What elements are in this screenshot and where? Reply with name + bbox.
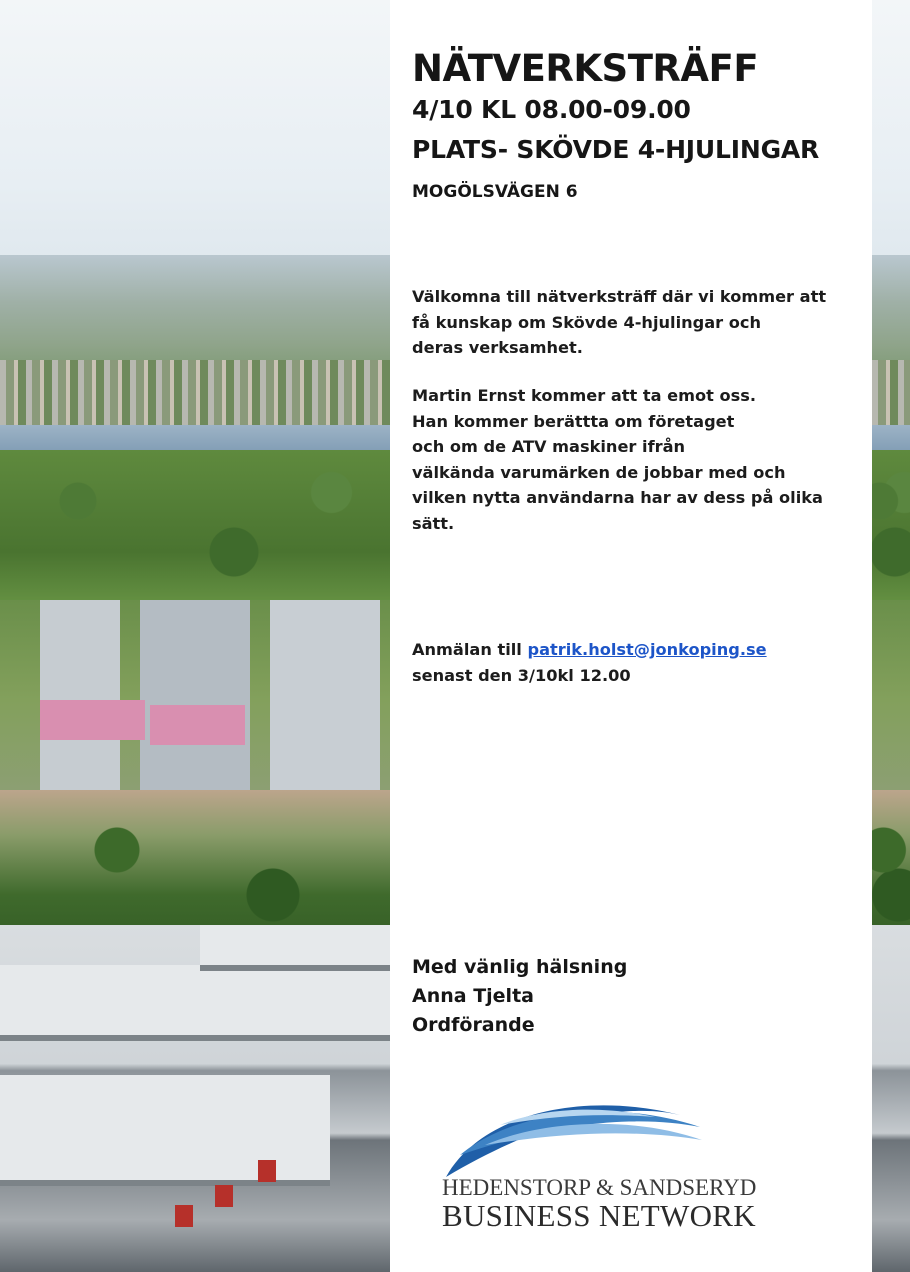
registration-info [412, 637, 862, 688]
host-line: och om de ATV maskiner ifrån [412, 437, 686, 456]
welcome-line: Välkomna till nätverksträff där vi kommer att [412, 287, 827, 306]
signature-block [412, 953, 627, 1040]
registration-line [412, 637, 862, 663]
host-line: Han kommer berättta om företaget [412, 411, 735, 431]
event-place: PLATS- SKÖVDE 4-HJULINGAR [412, 135, 820, 164]
host-line: vilken nytta användarna har av dess på olika [412, 488, 823, 507]
flyer-text-panel [390, 0, 872, 1272]
aerial-photo-right [872, 0, 910, 1272]
logo-text-line1: HEDENSTORP & SANDSERYD [442, 1175, 757, 1200]
event-address: MOGÖLSVÄGEN 6 [412, 182, 578, 202]
welcome-line: få kunskap om Skövde 4-hjulingar och [412, 312, 762, 332]
registration-deadline: senast den 3/10kl 12.00 [412, 665, 631, 685]
registration-prefix: Anmälan till [412, 640, 528, 659]
logo-text-line2: BUSINESS NETWORK [442, 1198, 756, 1233]
signer-title: Ordförande [412, 1014, 535, 1036]
welcome-line: deras verksamhet. [412, 338, 583, 357]
business-network-logo [440, 1085, 790, 1235]
host-line: välkända varumärken de jobbar med och [412, 462, 786, 482]
host-line: Martin Ernst kommer att ta emot oss. [412, 386, 757, 405]
closing-greeting: Med vänlig hälsning [412, 956, 628, 978]
event-title: NÄTVERKSTRÄFF [412, 47, 759, 90]
registration-email-link[interactable]: patrik.holst@jonkoping.se [527, 640, 767, 659]
host-line: sätt. [412, 513, 455, 533]
aerial-photo-left [0, 0, 390, 1272]
logo-wave-icon [440, 1085, 790, 1180]
signer-name: Anna Tjelta [412, 985, 534, 1007]
host-paragraph [412, 383, 862, 536]
event-time: 4/10 KL 08.00-09.00 [412, 95, 691, 124]
welcome-paragraph [412, 284, 862, 361]
